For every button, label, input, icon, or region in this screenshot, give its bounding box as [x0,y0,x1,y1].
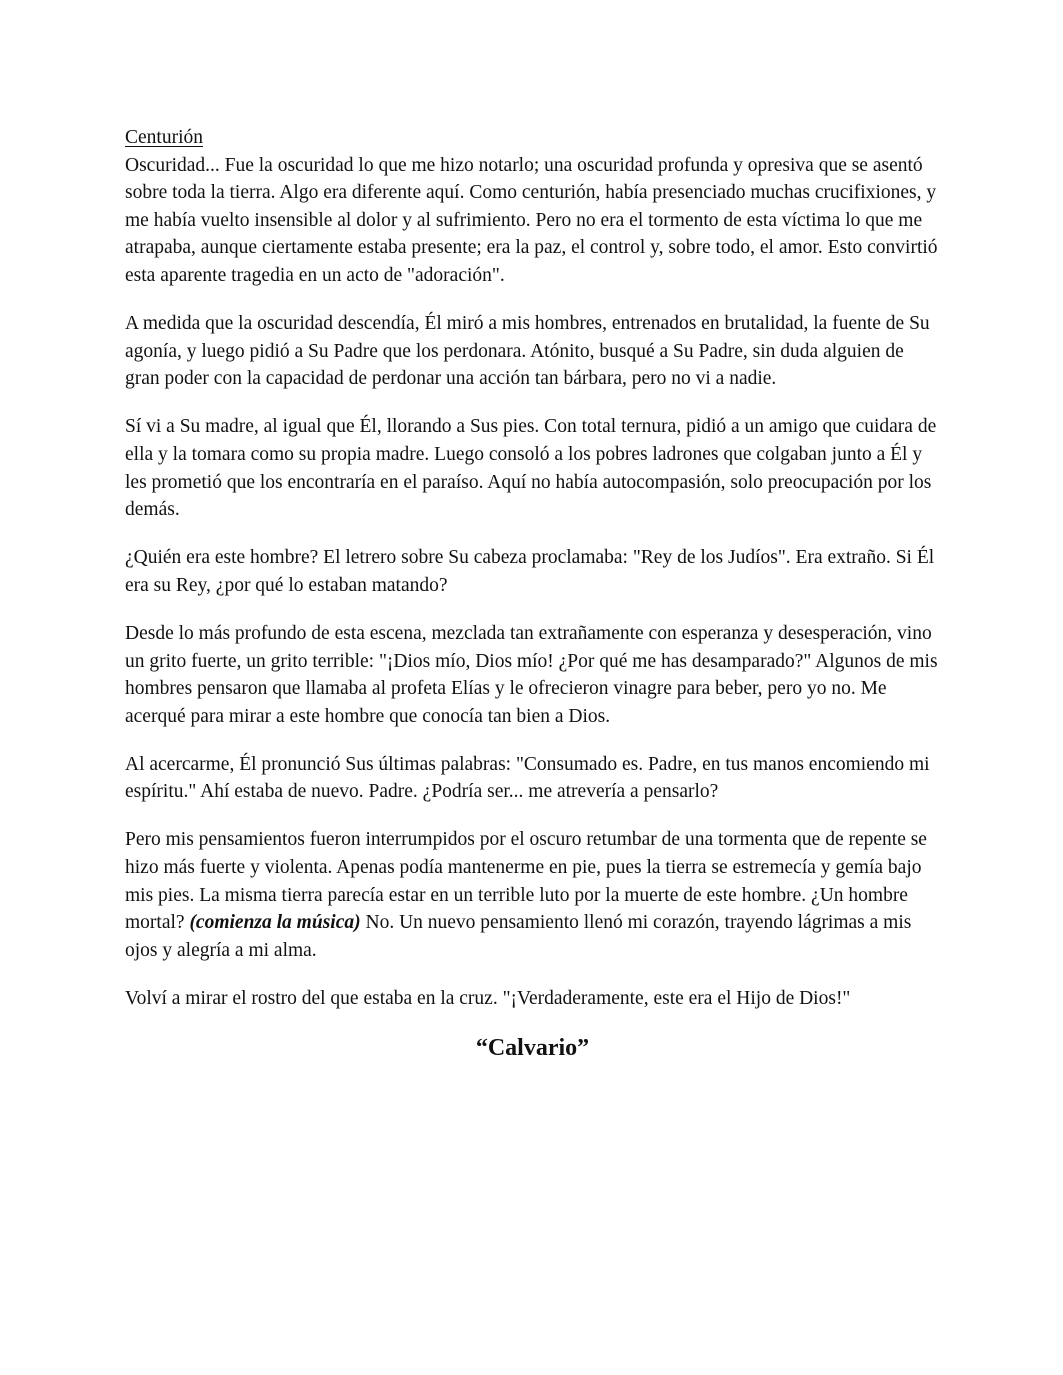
document-page [125,124,940,1063]
paragraph-king: ¿Quién era este hombre? El letrero sobre Su cabeza proclamaba: "Rey de los Judíos". Era extraño. Si Él era su Rey, ¿por qué lo estaban matando? [125,547,935,596]
music-cue: (comienza la música) [189,912,361,934]
paragraph-mother: Sí vi a Su madre, al igual que Él, llorando a Sus pies. Con total ternura, pidió a un amigo que cuidara de ella y la tomara como su propia madre. Luego consoló a los pobres ladrones que colgaban junto a Él y les prometió que los encontraría en el paraíso. Aquí no había autocompasión, solo preocupación por los demás. [125,416,937,521]
paragraph-storm [125,826,940,964]
paragraph-cry: Desde lo más profundo de esta escena, mezclada tan extrañamente con esperanza y desesperación, vino un grito fuerte, un grito terrible: "¡Dios mío, Dios mío! ¿Por qué me has desamparado?" Algunos de mis hombres pensaron que llamaba al profeta Elías y le ofrecieron vinagre para beber, pero yo no. Me acerqué para mirar a este hombre que conocía tan bien a Dios. [125,622,938,727]
storm-text-before: Pero mis pensamientos fueron interrumpidos por el oscuro retumbar de una tormenta que de repente se hizo más fuerte y violenta. Apenas podía mantenerme en pie, pues la tierra se estremecía y gemía bajo mis pies. La misma tierra parecía estar en un terrible luto por la muerte de este hombre. ¿Un hombre mortal? [125,829,927,934]
section-heading: Centurión [125,127,203,148]
storm-text-after: No. Un nuevo pensamiento llenó mi corazón, trayendo lágrimas a mis ojos y alegría a mi alma. [125,912,912,961]
paragraph-darkness: Oscuridad... Fue la oscuridad lo que me hizo notarlo; una oscuridad profunda y opresiva que se asentó sobre toda la tierra. Algo era diferente aquí. Como centurión, había presenciado muchas crucifixiones, y me había vuelto insensible al dolor y al sufrimiento. Pero no era el tormento de esta víctima lo que me atrapaba, aunque ciertamente estaba presente; era la paz, el control y, sobre todo, el amor. Esto convirtió esta aparente tragedia en un acto de "adoración". [125,154,938,286]
paragraph-son-of-god: Volví a mirar el rostro del que estaba en la cruz. "¡Verdaderamente, este era el Hijo de Dios!" [125,987,851,1009]
song-title: “Calvario” [475,1035,590,1062]
paragraph-forgiveness: A medida que la oscuridad descendía, Él miró a mis hombres, entrenados en brutalidad, la fuente de Su agonía, y luego pidió a Su Padre que los perdonara. Atónito, busqué a Su Padre, sin duda alguien de gran poder con la capacidad de perdonar una acción tan bárbara, pero no vi a nadie. [125,313,930,390]
paragraph-last-words: Al acercarme, Él pronunció Sus últimas palabras: "Consumado es. Padre, en tus manos encomiendo mi espíritu." Ahí estaba de nuevo. Padre. ¿Podría ser... me atrevería a pensarlo? [125,753,930,803]
